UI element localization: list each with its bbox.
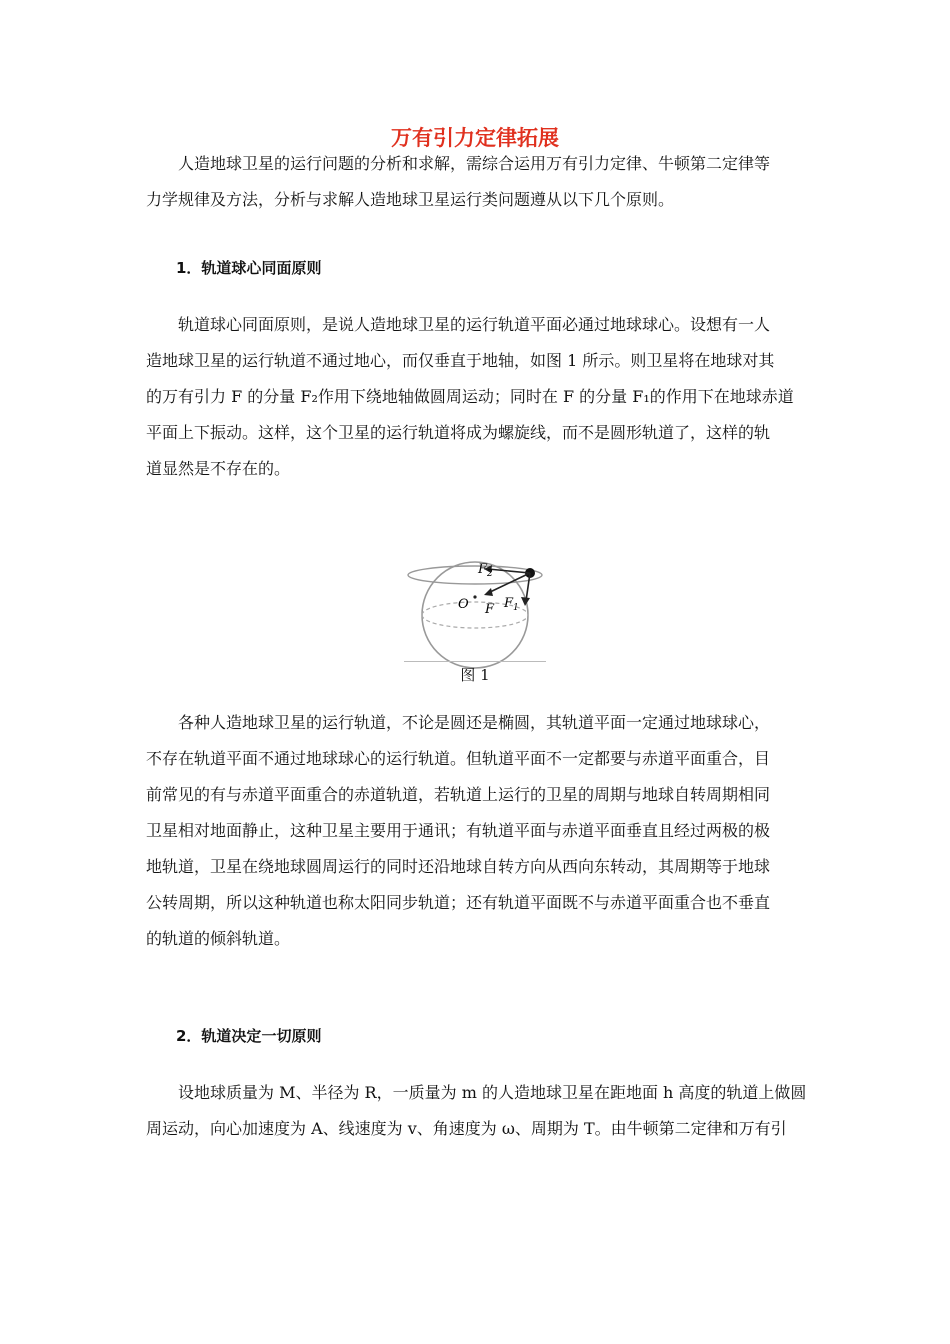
label-o: O [458, 597, 469, 612]
text-line: 不存在轨道平面不通过地球球心的运行轨道。但轨道平面不一定都要与赤道平面重合，目 [146, 749, 771, 768]
arrowhead-icon [521, 597, 530, 606]
text-line: 设地球质量为 M、半径为 R，一质量为 m 的人造地球卫星在距地面 h 高度的轨道上做圆 [178, 1083, 807, 1102]
intro-paragraph [146, 146, 808, 218]
section-heading: 1．轨道球心同面原则 [176, 259, 322, 277]
text-line: 各种人造地球卫星的运行轨道，不论是圆还是椭圆，其轨道平面一定通过地球球心， [178, 713, 771, 732]
section1-paragraph2 [146, 705, 808, 957]
equator-front [422, 615, 528, 628]
section-heading: 2．轨道决定一切原则 [176, 1027, 322, 1045]
label-f1: $F_1$ [504, 596, 519, 613]
text-line: 地轨道，卫星在绕地球圆周运行的同时还沿地球自转方向从西向东转动，其周期等于地球 [146, 857, 771, 876]
text-line: 道显然是不存在的。 [146, 459, 291, 478]
text-line: 公转周期，所以这种轨道也称太阳同步轨道；还有轨道平面既不与赤道平面重合也不垂直 [146, 893, 771, 912]
text-line: 的轨道的倾斜轨道。 [146, 929, 291, 948]
section1-paragraph1 [146, 307, 808, 487]
force-f2-arrow [488, 569, 530, 573]
center-point [473, 595, 476, 598]
text-line: 轨道球心同面原则，是说人造地球卫星的运行轨道平面必通过地球球心。设想有一人 [178, 315, 771, 334]
text-line: 的万有引力 F 的分量 F₂作用下绕地轴做圆周运动；同时在 F 的分量 F₁的作用下在地球赤道 [146, 387, 794, 406]
text-line: 周运动，向心加速度为 A、线速度为 v、角速度为 ω、周期为 T。由牛顿第二定律和万有引 [146, 1119, 787, 1138]
text-line: 平面上下振动。这样，这个卫星的运行轨道将成为螺旋线，而不是圆形轨道了，这样的轨 [146, 423, 771, 442]
text-line: 前常见的有与赤道平面重合的赤道轨道，若轨道上运行的卫星的周期与地球自转周期相同 [146, 785, 771, 804]
text-line: 卫星相对地面静止，这种卫星主要用于通讯；有轨道平面与赤道平面垂直且经过两极的极 [146, 821, 771, 840]
label-f2: $F_2$ [478, 562, 493, 579]
arrowhead-icon [484, 588, 493, 596]
label-f: F [485, 602, 495, 617]
figure-divider [404, 661, 546, 662]
text-line: 人造地球卫星的运行问题的分析和求解，需综合运用万有引力定律、牛顿第二定律等 [178, 154, 771, 173]
page-title: 万有引力定律拓展 [391, 126, 559, 150]
orbit-ellipse [408, 566, 542, 584]
earth-circle [422, 562, 528, 668]
text-line: 造地球卫星的运行轨道不通过地心，而仅垂直于地轴，如图 1 所示。则卫星将在地球对其 [146, 351, 775, 370]
figure-caption: 图 1 [460, 666, 490, 684]
text-line: 力学规律及方法，分析与求解人造地球卫星运行类问题遵从以下几个原则。 [146, 190, 675, 209]
section2-paragraph [146, 1075, 808, 1147]
